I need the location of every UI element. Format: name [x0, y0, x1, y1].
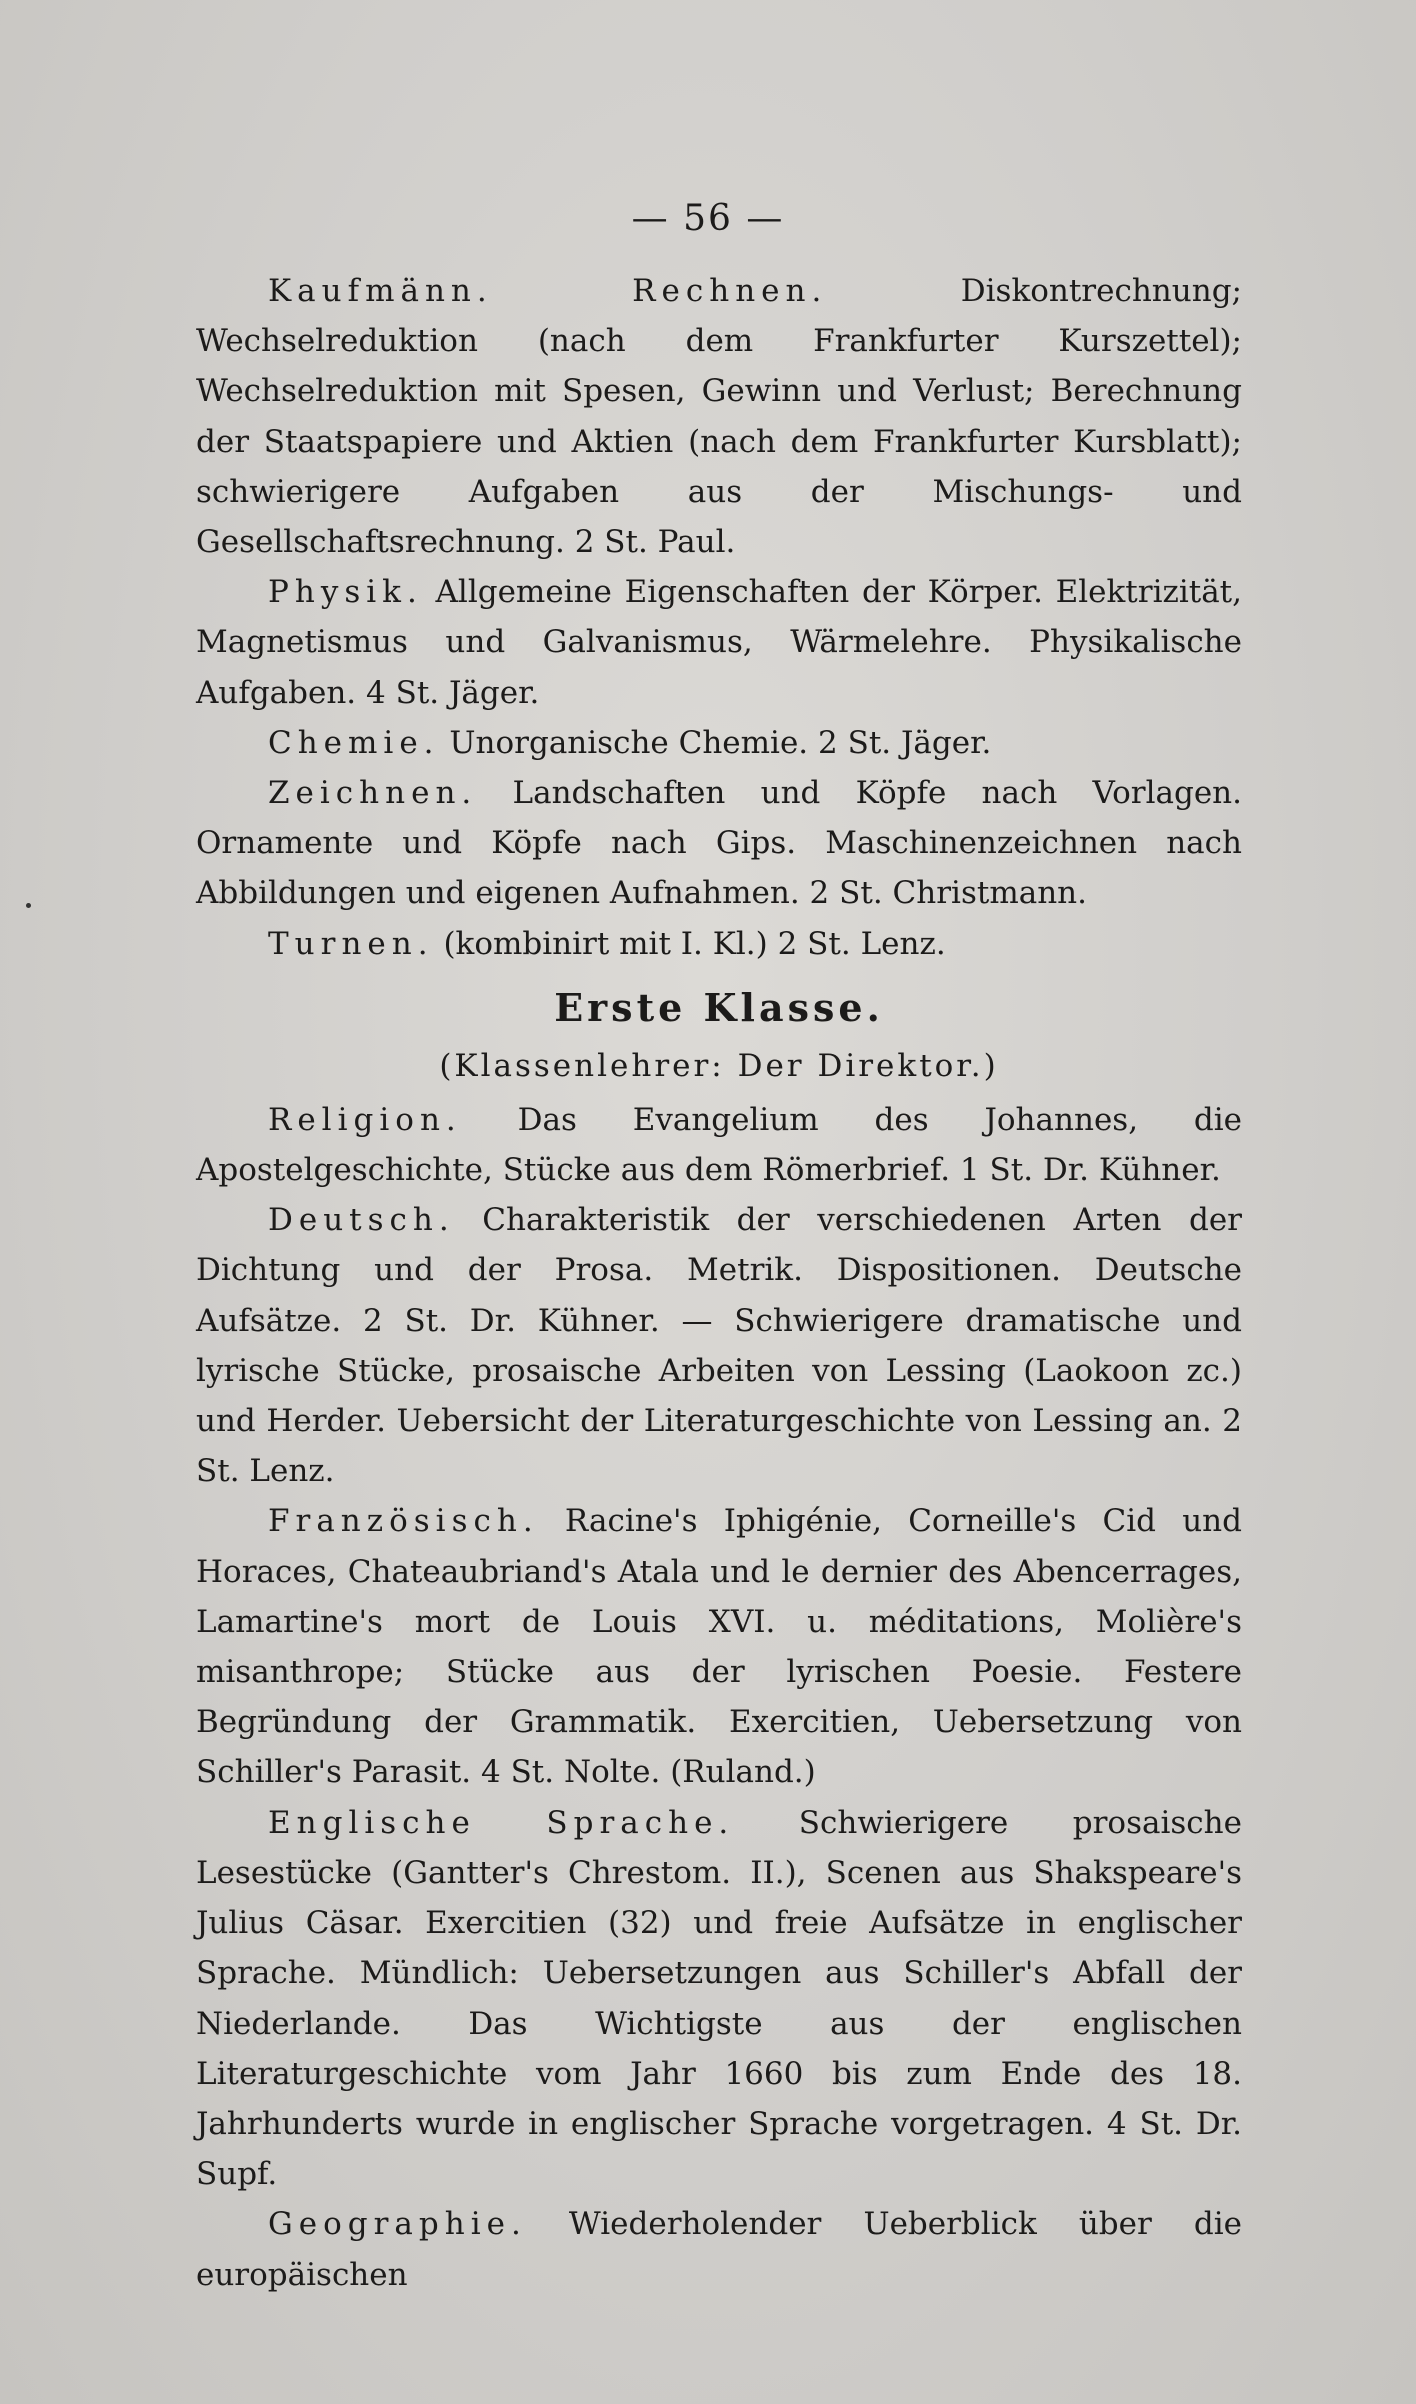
paragraph-text: Landschaften und Köpfe nach Vorlagen. Ornamente und Köpfe nach Gips. Maschinenzeichnen nach Abbildungen und eigenen Aufnahmen. 2 St. Christmann. — [196, 775, 1242, 912]
paragraph-text: Allgemeine Eigenschaften der Körper. Elektrizität, Magnetismus und Galvanismus, Wärmelehre. Physikalische Aufgaben. 4 St. Jäger. — [196, 574, 1242, 711]
paragraph-text: Unorganische Chemie. 2 St. Jäger. — [439, 724, 992, 761]
subject-label: Chemie. — [268, 724, 440, 761]
paragraph-text: (kombinirt mit I. Kl.) 2 St. Lenz. — [433, 925, 946, 962]
paragraph-englische-sprache — [196, 1798, 1242, 2200]
paragraph-deutsch — [196, 1195, 1242, 1496]
paragraph-franzoesisch — [196, 1496, 1242, 1797]
section-subheading: (Klassenlehrer: Der Direktor.) — [439, 1047, 999, 1084]
subject-label: Turnen. — [268, 925, 434, 962]
subject-label: Physik. — [268, 574, 423, 611]
paragraph-turnen — [196, 919, 1242, 969]
subject-label: Englische Sprache. — [268, 1804, 735, 1841]
paragraph-physik — [196, 567, 1242, 718]
scan-speck — [26, 903, 31, 908]
subject-label: Religion. — [268, 1101, 462, 1138]
paragraph-text: Charakteristik der verschiedenen Arten der Dichtung und der Prosa. Metrik. Dispositionen. Deutsche Aufsätze. 2 St. Dr. Kühner. — Schwierigere dramatische und lyrische Stücke, prosaische Arbeiten von Lessing (Laokoon zc.) und Herder. Uebersicht der Literaturgeschichte von Lessing an. 2 St. Lenz. — [196, 1202, 1242, 1490]
section-heading: Erste Klasse. — [554, 984, 884, 1030]
paragraph-text: Das Evangelium des Johannes, die Apostelgeschichte, Stücke aus dem Römerbrief. 1 St. Dr. Kühner. — [196, 1101, 1242, 1189]
paragraphs-before — [196, 266, 1242, 969]
subject-label: Kaufmänn. Rechnen. — [268, 273, 828, 309]
subject-label: Geographie. — [268, 2206, 527, 2243]
paragraph-zeichnen — [196, 768, 1242, 919]
page-number: — 56 — — [631, 198, 785, 239]
paragraph-kaufmaennisches-rechnen — [196, 266, 1242, 567]
paragraph-text: Wiederholender Ueberblick über die europäischen — [196, 2206, 1242, 2293]
paragraph-text: Schwierigere prosaische Lesestücke (Gantter's Chrestom. II.), Scenen aus Shakspeare's Julius Cäsar. Exercitien (32) und freie Aufsätze in englischer Sprache. Mündlich: Uebersetzungen aus Schiller's Abfall der Niederlande. Das Wichtigste aus der englischen Literaturgeschichte vom Jahr 1660 bis zum Ende des 18. Jahrhunderts wurde in englischer Sprache vorgetragen. 4 St. Dr. Supf. — [196, 1804, 1242, 2193]
paragraph-geographie — [196, 2199, 1242, 2299]
paragraphs-after — [196, 1095, 1242, 2300]
subject-label: Deutsch. — [268, 1202, 455, 1239]
paragraph-chemie — [196, 718, 1242, 768]
subject-label: Zeichnen. — [268, 775, 478, 812]
paragraph-religion — [196, 1095, 1242, 1195]
page-body — [196, 266, 1242, 2300]
subject-label: Französisch. — [268, 1503, 539, 1540]
paragraph-text: Diskontrechnung; Wechselreduktion (nach dem Frankfurter Kurszettel); Wechselreduktion mit Spesen, Gewinn und Verlust; Berechnung der Staatspapiere und Aktien (nach dem Frankfurter Kursblatt); schwierigere Aufgaben aus der Mischungs- und Gesellschaftsrechnung. 2 St. Paul. — [196, 273, 1242, 561]
paragraph-text: Racine's Iphigénie, Corneille's Cid und Horaces, Chateaubriand's Atala und le dernier des Abencerrages, Lamartine's mort de Louis XVI. u. méditations, Molière's misanthrope; Stücke aus der lyrischen Poesie. Festere Begründung der Grammatik. Exercitien, Uebersetzung von Schiller's Parasit. 4 St. Nolte. (Ruland.) — [196, 1503, 1242, 1791]
